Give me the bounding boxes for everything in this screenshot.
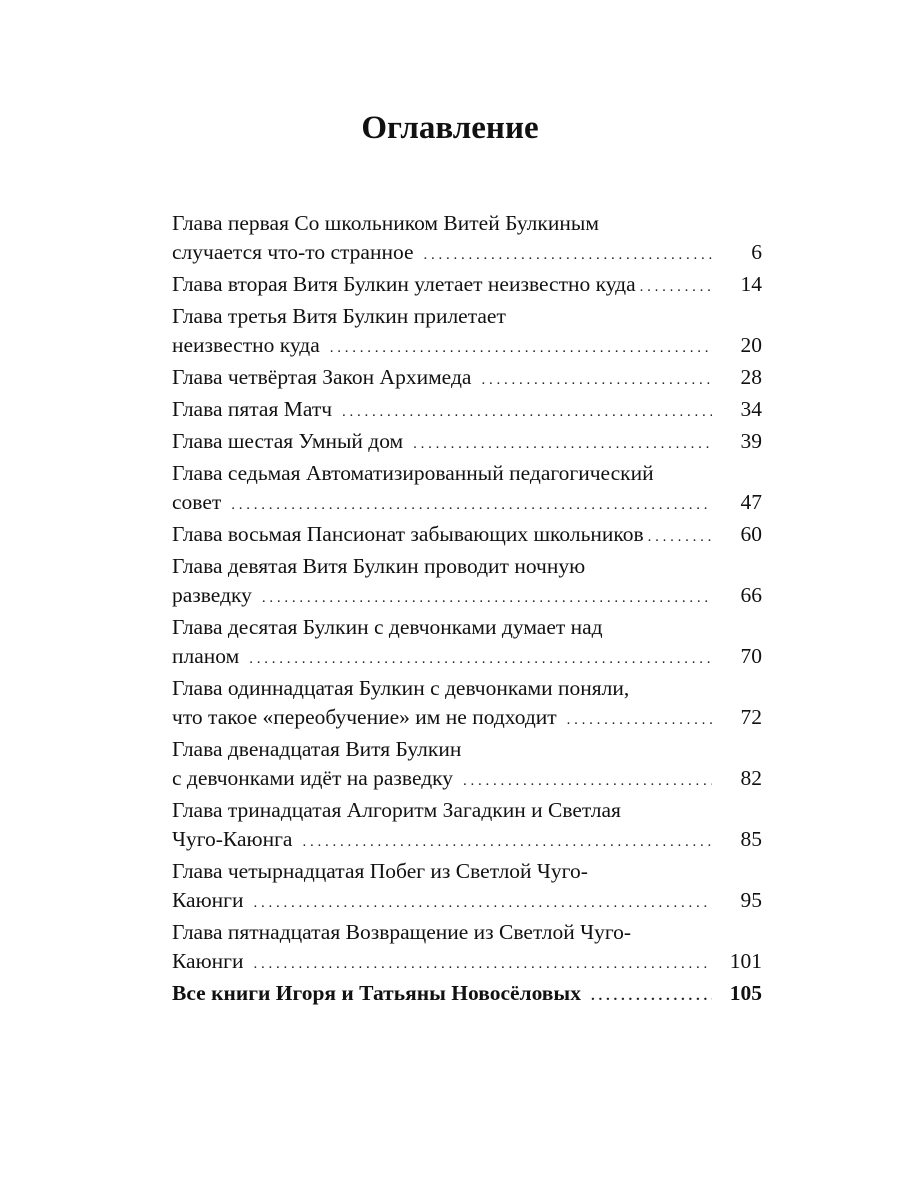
dot-leader [342,398,712,427]
toc-entry-heading: Глава двенадцатая Витя Булкин [172,737,462,761]
toc-entry-heading: Глава тринадцатая Алгоритм Загадкин и Светлая [172,798,621,822]
dot-leader [424,241,712,270]
toc-entry-3[interactable] [172,302,762,363]
toc-page-number: 95 [740,888,762,912]
toc-entry-title: планом [172,644,240,668]
toc-entry-15[interactable] [172,918,762,979]
dot-leader [567,706,712,735]
toc-entry-heading: Глава седьмая Автоматизированный педагогический [172,461,654,485]
toc-entry-title: Чуго-Каюнга [172,827,293,851]
toc-page-number: 14 [740,272,762,296]
toc-entry-title: Все книги Игоря и Татьяны Новосёловых [172,981,581,1005]
toc-entry-title: неизвестно куда [172,333,320,357]
toc-entry-heading: Глава первая Со школьником Витей Булкиным [172,211,599,235]
dot-leader [262,584,712,613]
toc-entry-title: Глава четвёртая Закон Архимеда [172,365,472,389]
toc-entry-heading: Глава четырнадцатая Побег из Светлой Чуго- [172,859,588,883]
toc-page-number: 34 [740,397,762,421]
dot-leader [254,889,713,918]
toc-page-number: 28 [740,365,762,389]
toc-page-number: 60 [740,522,762,546]
dot-leader [413,430,712,459]
toc-page-number: 39 [740,429,762,453]
toc-page-number: 20 [740,333,762,357]
toc-entry-10[interactable] [172,613,762,674]
toc-entry-5[interactable] [172,395,762,427]
toc-entry-title: разведку [172,583,252,607]
dot-leader [330,334,712,363]
toc-entry-title: случается что-то странное [172,240,414,264]
toc-entry-heading: Глава девятая Витя Булкин проводит ночную [172,554,586,578]
toc-entry-4[interactable] [172,363,762,395]
toc-entry-title: что такое «переобучение» им не подходит [172,705,557,729]
toc-page-number: 47 [740,490,762,514]
toc-page-number: 82 [740,766,762,790]
toc-entry-8[interactable] [172,520,762,552]
toc-entry-title: с девчонками идёт на разведку [172,766,454,790]
toc-page-number: 85 [740,827,762,851]
toc-entry-2[interactable] [172,270,762,302]
toc-entry-16[interactable] [172,979,762,1011]
toc-page-number: 70 [740,644,762,668]
dot-leader [648,523,712,552]
toc-entry-title: совет [172,490,222,514]
toc-entry-title: Глава шестая Умный дом [172,429,404,453]
toc-entry-title: Каюнги [172,949,244,973]
toc-entry-title: Каюнги [172,888,244,912]
dot-leader [231,491,712,520]
toc-entry-11[interactable] [172,674,762,735]
toc-entry-9[interactable] [172,552,762,613]
dot-leader [591,982,712,1011]
toc-entry-7[interactable] [172,459,762,520]
dot-leader [254,950,713,979]
table-of-contents [172,209,762,1011]
toc-entry-title: Глава вторая Витя Булкин улетает неизвестно куда [172,272,636,296]
dot-leader [302,828,712,857]
toc-entry-1[interactable] [172,209,762,270]
toc-entry-13[interactable] [172,796,762,857]
toc-page-number: 6 [751,240,762,264]
toc-entry-title: Глава пятая Матч [172,397,333,421]
toc-entry-12[interactable] [172,735,762,796]
toc-entry-title: Глава восьмая Пансионат забывающих школьников [172,522,644,546]
toc-page-number: 105 [729,981,762,1005]
toc-entry-heading: Глава одиннадцатая Булкин с девчонками поняли, [172,676,630,700]
toc-entry-heading: Глава пятнадцатая Возвращение из Светлой Чуго- [172,920,632,944]
toc-entry-heading: Глава десятая Булкин с девчонками думает над [172,615,603,639]
toc-page-number: 66 [740,583,762,607]
dot-leader [463,767,712,796]
toc-page-number: 72 [740,705,762,729]
toc-entry-heading: Глава третья Витя Булкин прилетает [172,304,506,328]
dot-leader [481,366,712,395]
dot-leader [249,645,712,674]
toc-page-number: 101 [729,949,762,973]
toc-entry-14[interactable] [172,857,762,918]
dot-leader [640,273,712,302]
page-title: Оглавление [361,110,539,146]
toc-entry-6[interactable] [172,427,762,459]
